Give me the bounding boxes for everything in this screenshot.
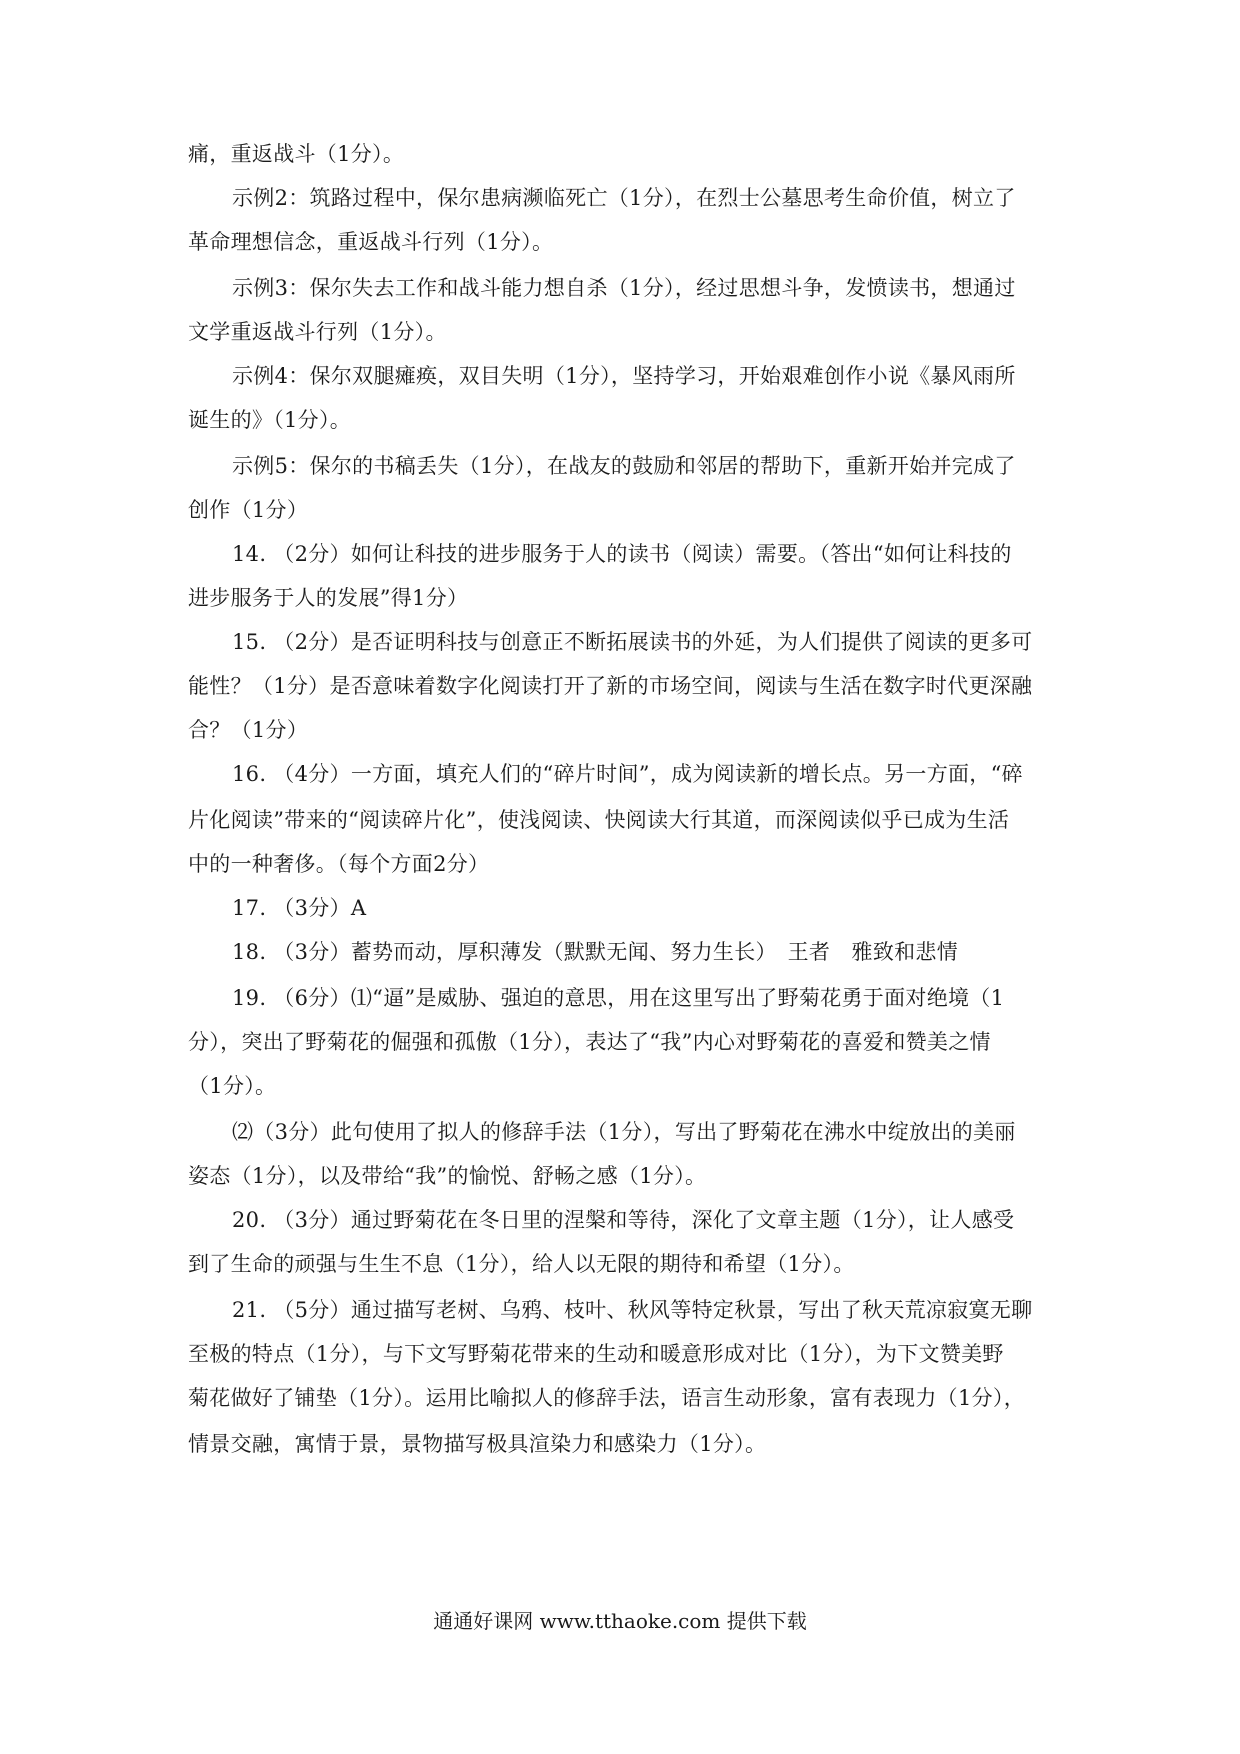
text-line: 文学重返战斗行列（1分）。 bbox=[188, 320, 447, 344]
text-line: 15. （2分）是否证明科技与创意正不断拓展读书的外延，为人们提供了阅读的更多可 bbox=[232, 630, 1033, 654]
text-line: 诞生的》（1分）。 bbox=[188, 408, 352, 432]
text-line: 到了生命的顽强与生生不息（1分），给人以无限的期待和希望（1分）。 bbox=[188, 1252, 855, 1276]
text-line: 示例3：保尔失去工作和战斗能力想自杀（1分），经过思想斗争，发愤读书，想通过 bbox=[232, 276, 1016, 300]
text-line: 17. （3分）A bbox=[232, 896, 367, 920]
text-line: ⑵（3分）此句使用了拟人的修辞手法（1分），写出了野菊花在沸水中绽放出的美丽 bbox=[232, 1120, 1016, 1144]
text-line: 示例2：筑路过程中，保尔患病濒临死亡（1分），在烈士公墓思考生命价值，树立了 bbox=[232, 186, 1016, 210]
text-line: 16. （4分）一方面，填充人们的“碎片时间”，成为阅读新的增长点。另一方面，“碎 bbox=[232, 762, 1023, 786]
text-line: 情景交融，寓情于景，景物描写极具渲染力和感染力（1分）。 bbox=[188, 1432, 767, 1456]
text-line: 20. （3分）通过野菊花在冬日里的涅槃和等待，深化了文章主题（1分），让人感受 bbox=[232, 1208, 1015, 1232]
text-line: 示例4：保尔双腿瘫痪，双目失明（1分），坚持学习，开始艰难创作小说《暴风雨所 bbox=[232, 364, 1016, 388]
text-line: 姿态（1分），以及带给“我”的愉悦、舒畅之感（1分）。 bbox=[188, 1164, 707, 1188]
text-line: （1分）。 bbox=[188, 1074, 277, 1098]
text-line: 中的一种奢侈。（每个方面2分） bbox=[188, 852, 490, 876]
text-line: 示例5：保尔的书稿丢失（1分），在战友的鼓励和邻居的帮助下，重新开始并完成了 bbox=[232, 454, 1016, 478]
text-line: 合？（1分） bbox=[188, 718, 309, 742]
text-line: 至极的特点（1分），与下文写野菊花带来的生动和暖意形成对比（1分），为下文赞美野 bbox=[188, 1342, 1004, 1366]
text-line: 能性？（1分）是否意味着数字化阅读打开了新的市场空间，阅读与生活在数字时代更深融 bbox=[188, 674, 1033, 698]
text-line: 片化阅读”带来的“阅读碎片化”，使浅阅读、快阅读大行其道，而深阅读似乎已成为生活 bbox=[188, 808, 1010, 832]
text-line: 21. （5分）通过描写老树、乌鸦、枝叶、秋风等特定秋景，写出了秋天荒凉寂寞无聊 bbox=[232, 1298, 1033, 1322]
text-line: 分），突出了野菊花的倔强和孤傲（1分），表达了“我”内心对野菊花的喜爱和赞美之情 bbox=[188, 1030, 991, 1054]
text-line: 19. （6分）⑴“逼”是威胁、强迫的意思，用在这里写出了野菊花勇于面对绝境（1 bbox=[232, 986, 1005, 1010]
text-line: 创作（1分） bbox=[188, 498, 309, 522]
page-footer: 通通好课网 www.tthaoke.com 提供下载 bbox=[433, 1609, 807, 1633]
text-line: 革命理想信念，重返战斗行列（1分）。 bbox=[188, 230, 554, 254]
text-line: 14. （2分）如何让科技的进步服务于人的读书（阅读）需要。（答出“如何让科技的 bbox=[232, 542, 1012, 566]
text-line: 菊花做好了铺垫（1分）。运用比喻拟人的修辞手法，语言生动形象，富有表现力（1分）， bbox=[188, 1386, 1026, 1410]
text-line: 18. （3分）蓄势而动，厚积薄发（默默无闻、努力生长） 王者 雅致和悲情 bbox=[232, 940, 959, 964]
text-line: 痛，重返战斗（1分）。 bbox=[188, 142, 405, 166]
text-line: 进步服务于人的发展”得1分） bbox=[188, 586, 469, 610]
